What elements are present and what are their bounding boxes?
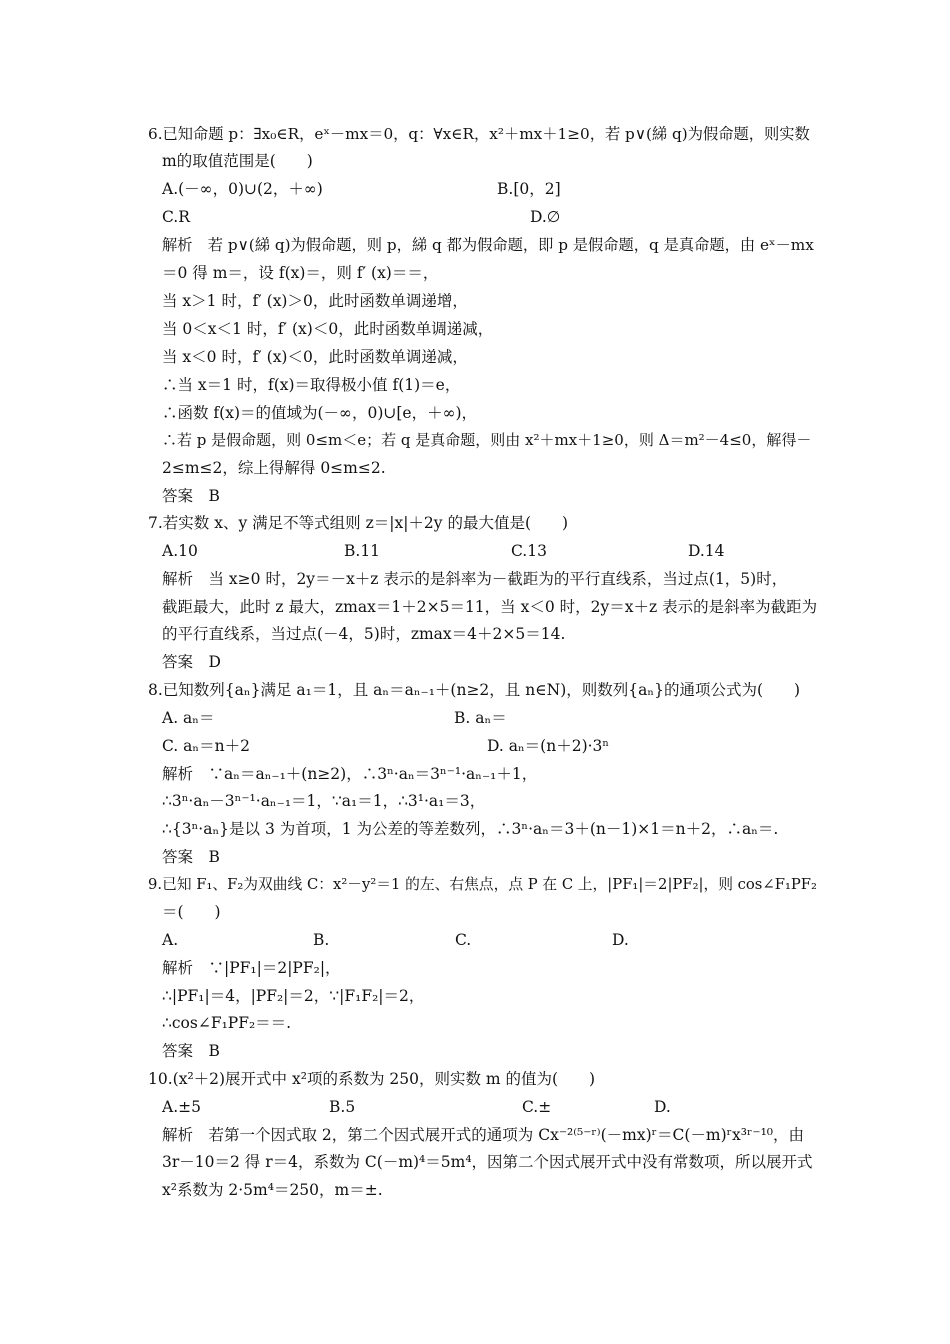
q9-solution-line: ∴cos∠F₁PF₂＝＝.	[162, 1014, 292, 1032]
q9-option-d: D.	[612, 931, 629, 949]
q7-option-d: D.14	[688, 542, 725, 560]
q8-solution-line: ∴3ⁿ·aₙ－3ⁿ⁻¹·aₙ₋₁＝1，∵a₁＝1，∴3¹·a₁＝3，	[162, 792, 486, 810]
q7-option-c: C.13	[511, 542, 547, 560]
q8-stem: 8.已知数列{aₙ}满足 a₁＝1，且 aₙ＝aₙ₋₁＋(n≥2，且 n∈N)，则数列{aₙ}的通项公式为( )	[148, 681, 801, 699]
q10-option-d: D.	[654, 1098, 671, 1116]
q10-option-a: A.±5	[162, 1098, 201, 1116]
q7-solution-line: 的平行直线系，当过点(－4，5)时，zmax＝4＋2×5＝14.	[162, 625, 566, 643]
q6-solution-line: ∴若 p 是假命题，则 0≤m＜e；若 q 是真命题，则由 x²＋mx＋1≥0，则 Δ＝m²－4≤0，解得－	[162, 431, 812, 449]
q8-option-c: C. aₙ＝n＋2	[162, 737, 250, 755]
q8-option-b: B. aₙ＝	[454, 709, 507, 727]
q6-stem-line1: 6.已知命题 p：∃x₀∈R，eˣ－mx＝0，q：∀x∈R，x²＋mx＋1≥0，若 p∨(綈 q)为假命题，则实数	[148, 125, 810, 143]
q7-answer: 答案 D	[162, 653, 221, 671]
q9-solution-line: 解析 ∵|PF₁|＝2|PF₂|，	[162, 959, 341, 977]
q10-option-b: B.5	[329, 1098, 356, 1116]
q6-option-c: C.R	[162, 208, 190, 226]
q6-solution-line: ∴函数 f(x)＝的值域为(－∞，0)∪[e，＋∞)，	[162, 404, 478, 422]
q6-solution-line: 当 x＞1 时，f′ (x)＞0，此时函数单调递增，	[162, 292, 468, 310]
q6-solution-line: ＝0 得 m＝，设 f(x)＝，则 f′ (x)＝＝，	[162, 264, 439, 282]
q9-solution-line: ∴|PF₁|＝4，|PF₂|＝2，∵|F₁F₂|＝2，	[162, 987, 425, 1005]
q7-solution-line: 截距最大，此时 z 最大，zmax＝1＋2×5＝11，当 x＜0 时，2y＝x＋z 表示的是斜率为截距为	[162, 598, 818, 616]
q6-option-d: D.∅	[530, 208, 561, 226]
q10-stem: 10.(x²＋2)展开式中 x²项的系数为 250，则实数 m 的值为( )	[148, 1070, 596, 1088]
q8-solution-line: ∴{3ⁿ·aₙ}是以 3 为首项，1 为公差的等差数列，∴3ⁿ·aₙ＝3＋(n－1)×1＝n＋2，∴aₙ＝.	[162, 820, 779, 838]
q8-option-d: D. aₙ＝(n＋2)·3ⁿ	[487, 737, 610, 755]
q6-solution-line: 解析 若 p∨(綈 q)为假命题，则 p，綈 q 都为假命题，即 p 是假命题，q 是真命题，由 eˣ－mx	[162, 236, 814, 254]
q6-solution-line: 2≤m≤2，综上得解得 0≤m≤2.	[162, 459, 386, 477]
q9-stem-line2: ＝( )	[162, 903, 221, 921]
q8-answer: 答案 B	[162, 848, 220, 866]
q8-option-a: A. aₙ＝	[162, 709, 215, 727]
q6-solution-line: ∴当 x＝1 时，f(x)＝取得极小值 f(1)＝e，	[162, 376, 461, 394]
q6-solution-line: 当 x＜0 时，f′ (x)＜0，此时函数单调递减，	[162, 348, 468, 366]
q6-answer: 答案 B	[162, 487, 220, 505]
q7-option-b: B.11	[344, 542, 381, 560]
q8-solution-line: 解析 ∵aₙ＝aₙ₋₁＋(n≥2)，∴3ⁿ·aₙ＝3ⁿ⁻¹·aₙ₋₁＋1，	[162, 765, 538, 783]
q7-stem: 7.若实数 x、y 满足不等式组则 z＝|x|＋2y 的最大值是( )	[148, 514, 569, 532]
q10-option-c: C.±	[522, 1098, 552, 1116]
q7-solution-line: 解析 当 x≥0 时，2y＝－x＋z 表示的是斜率为－截距为的平行直线系，当过点(1，5)时，	[162, 570, 788, 588]
q6-option-a: A.(－∞，0)∪(2，＋∞)	[162, 180, 323, 198]
q7-option-a: A.10	[162, 542, 198, 560]
q6-option-b: B.[0，2]	[497, 180, 561, 198]
q9-option-a: A.	[162, 931, 179, 949]
q9-stem-line1: 9.已知 F₁、F₂为双曲线 C：x²－y²＝1 的左、右焦点，点 P 在 C 上，|PF₁|＝2|PF₂|，则 cos∠F₁PF₂	[148, 876, 817, 893]
q9-option-c: C.	[455, 931, 472, 949]
q6-stem-line2: m的取值范围是( )	[162, 152, 313, 170]
q10-solution-line: x²系数为 2·5m⁴＝250，m＝±.	[162, 1181, 383, 1199]
q6-solution-line: 当 0＜x＜1 时，f′ (x)＜0，此时函数单调递减，	[162, 320, 494, 338]
q9-answer: 答案 B	[162, 1042, 220, 1060]
q10-solution-line: 解析 若第一个因式取 2，第二个因式展开式的通项为 Cx⁻²⁽⁵⁻ʳ⁾(－mx)ʳ＝C(－m)ʳx³ʳ⁻¹⁰，由	[162, 1126, 804, 1144]
q10-solution-line: 3r－10＝2 得 r＝4，系数为 C(－m)⁴＝5m⁴，因第二个因式展开式中没有常数项，所以展开式	[162, 1153, 813, 1171]
q9-option-b: B.	[313, 931, 330, 949]
